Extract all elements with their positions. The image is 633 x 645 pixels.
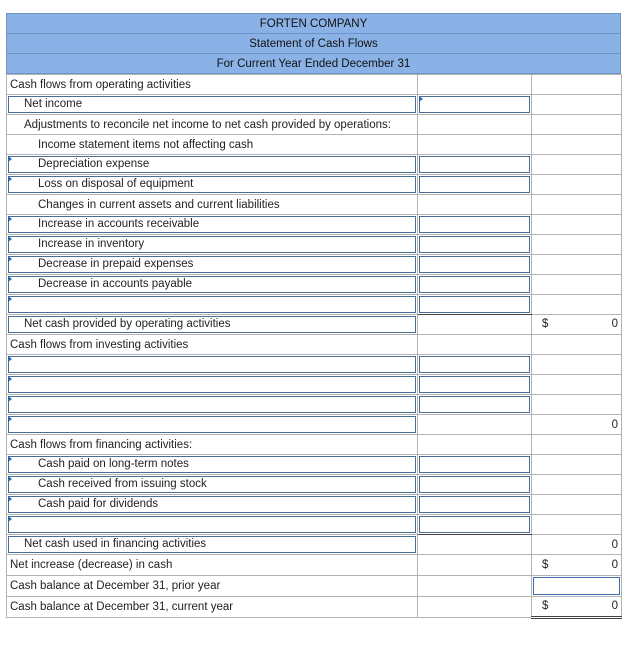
net-change-value: 0 bbox=[611, 558, 618, 571]
investing-line-3-amount-input[interactable] bbox=[418, 395, 532, 415]
increase-ar-amount-input[interactable] bbox=[418, 215, 532, 235]
increase-ar-label-select[interactable] bbox=[7, 215, 418, 235]
increase-inventory-amount-input[interactable] bbox=[418, 235, 532, 255]
net-financing-label: Net cash used in financing activities bbox=[24, 538, 207, 550]
dropdown-marker-icon bbox=[8, 376, 12, 382]
non-cash-items-heading: Income statement items not affecting cash bbox=[7, 135, 418, 155]
table-row bbox=[7, 95, 622, 115]
table-row bbox=[7, 155, 622, 175]
table-row bbox=[7, 475, 622, 495]
net-change-total bbox=[532, 555, 622, 576]
table-row bbox=[7, 275, 622, 295]
table-row bbox=[7, 435, 622, 455]
table-row bbox=[7, 135, 622, 155]
paid-notes-amount-input[interactable] bbox=[418, 455, 532, 475]
received-stock-label-select[interactable] bbox=[7, 475, 418, 495]
net-operating-label-cell[interactable] bbox=[7, 315, 418, 335]
net-income-label-cell[interactable] bbox=[7, 95, 418, 115]
statement-period: For Current Year Ended December 31 bbox=[6, 54, 621, 74]
dropdown-marker-icon bbox=[419, 96, 423, 102]
table-row bbox=[7, 576, 622, 597]
table-row bbox=[7, 175, 622, 195]
decrease-prepaid-label: Decrease in prepaid expenses bbox=[38, 258, 194, 270]
cash-flow-statement bbox=[6, 13, 621, 619]
table-row bbox=[7, 335, 622, 355]
decrease-prepaid-label-select[interactable] bbox=[7, 255, 418, 275]
current-balance-value: 0 bbox=[611, 600, 618, 612]
net-operating-label: Net cash provided by operating activities bbox=[24, 318, 231, 330]
paid-dividends-label: Cash paid for dividends bbox=[38, 498, 159, 510]
table-row bbox=[7, 597, 622, 618]
operating-extra-label-select[interactable] bbox=[7, 295, 418, 315]
statement-table bbox=[6, 74, 622, 619]
increase-inventory-label-select[interactable] bbox=[7, 235, 418, 255]
table-row bbox=[7, 75, 622, 95]
table-row bbox=[7, 235, 622, 255]
dropdown-marker-icon bbox=[8, 296, 12, 302]
operating-extra-amount-input[interactable] bbox=[418, 295, 532, 315]
increase-inventory-label: Increase in inventory bbox=[38, 238, 145, 250]
current-balance-label: Cash balance at December 31, current year bbox=[7, 597, 418, 618]
currency-symbol: $ bbox=[542, 318, 549, 330]
received-stock-label: Cash received from issuing stock bbox=[38, 478, 207, 490]
loss-disposal-label-select[interactable] bbox=[7, 175, 418, 195]
net-income-label: Net income bbox=[24, 98, 83, 110]
net-investing-value: 0 bbox=[532, 415, 622, 435]
decrease-prepaid-amount-input[interactable] bbox=[418, 255, 532, 275]
table-row bbox=[7, 455, 622, 475]
table-row bbox=[7, 375, 622, 395]
investing-heading: Cash flows from investing activities bbox=[7, 335, 418, 355]
currency-symbol: $ bbox=[542, 600, 549, 612]
prior-balance-input[interactable] bbox=[532, 576, 622, 597]
investing-line-1-label-select[interactable] bbox=[7, 355, 418, 375]
financing-extra-amount-input[interactable] bbox=[418, 515, 532, 535]
depreciation-label: Depreciation expense bbox=[38, 158, 150, 170]
investing-line-1-amount-input[interactable] bbox=[418, 355, 532, 375]
statement-title: Statement of Cash Flows bbox=[6, 34, 621, 54]
table-row bbox=[7, 555, 622, 576]
dropdown-marker-icon bbox=[8, 396, 12, 402]
depreciation-amount-input[interactable] bbox=[418, 155, 532, 175]
currency-symbol: $ bbox=[542, 558, 549, 571]
net-operating-value: 0 bbox=[611, 318, 618, 330]
net-operating-total bbox=[532, 315, 622, 335]
paid-notes-label: Cash paid on long-term notes bbox=[38, 458, 189, 470]
depreciation-label-select[interactable] bbox=[7, 155, 418, 175]
adjustments-heading: Adjustments to reconcile net income to net cash provided by operations: bbox=[7, 115, 418, 135]
table-row bbox=[7, 535, 622, 555]
prior-balance-label: Cash balance at December 31, prior year bbox=[7, 576, 418, 597]
operating-heading: Cash flows from operating activities bbox=[7, 75, 418, 95]
increase-ar-label: Increase in accounts receivable bbox=[38, 218, 200, 230]
decrease-ap-label-select[interactable] bbox=[7, 275, 418, 295]
table-row bbox=[7, 295, 622, 315]
table-row bbox=[7, 195, 622, 215]
financing-heading: Cash flows from financing activities: bbox=[7, 435, 418, 455]
table-row bbox=[7, 315, 622, 335]
paid-notes-label-select[interactable] bbox=[7, 455, 418, 475]
paid-dividends-amount-input[interactable] bbox=[418, 495, 532, 515]
table-row bbox=[7, 395, 622, 415]
decrease-ap-amount-input[interactable] bbox=[418, 275, 532, 295]
received-stock-amount-input[interactable] bbox=[418, 475, 532, 495]
net-change-label: Net increase (decrease) in cash bbox=[7, 555, 418, 576]
table-row bbox=[7, 495, 622, 515]
financing-extra-label-select[interactable] bbox=[7, 515, 418, 535]
dropdown-marker-icon bbox=[8, 416, 12, 422]
decrease-ap-label: Decrease in accounts payable bbox=[38, 278, 193, 290]
table-row bbox=[7, 515, 622, 535]
table-row bbox=[7, 255, 622, 275]
investing-line-3-label-select[interactable] bbox=[7, 395, 418, 415]
table-row bbox=[7, 355, 622, 375]
investing-line-2-amount-input[interactable] bbox=[418, 375, 532, 395]
company-name: FORTEN COMPANY bbox=[6, 13, 621, 34]
loss-disposal-label: Loss on disposal of equipment bbox=[38, 178, 194, 190]
changes-heading: Changes in current assets and current liabilities bbox=[7, 195, 418, 215]
table-row bbox=[7, 215, 622, 235]
investing-line-2-label-select[interactable] bbox=[7, 375, 418, 395]
paid-dividends-label-select[interactable] bbox=[7, 495, 418, 515]
table-row bbox=[7, 115, 622, 135]
loss-disposal-amount-input[interactable] bbox=[418, 175, 532, 195]
net-income-amount-input[interactable] bbox=[418, 95, 532, 115]
table-row bbox=[7, 415, 622, 435]
net-financing-value: 0 bbox=[532, 535, 622, 555]
dropdown-marker-icon bbox=[8, 356, 12, 362]
dropdown-marker-icon bbox=[8, 516, 12, 522]
net-investing-label-select[interactable] bbox=[7, 415, 418, 435]
net-financing-label-cell[interactable] bbox=[7, 535, 418, 555]
current-balance-total bbox=[532, 597, 622, 618]
